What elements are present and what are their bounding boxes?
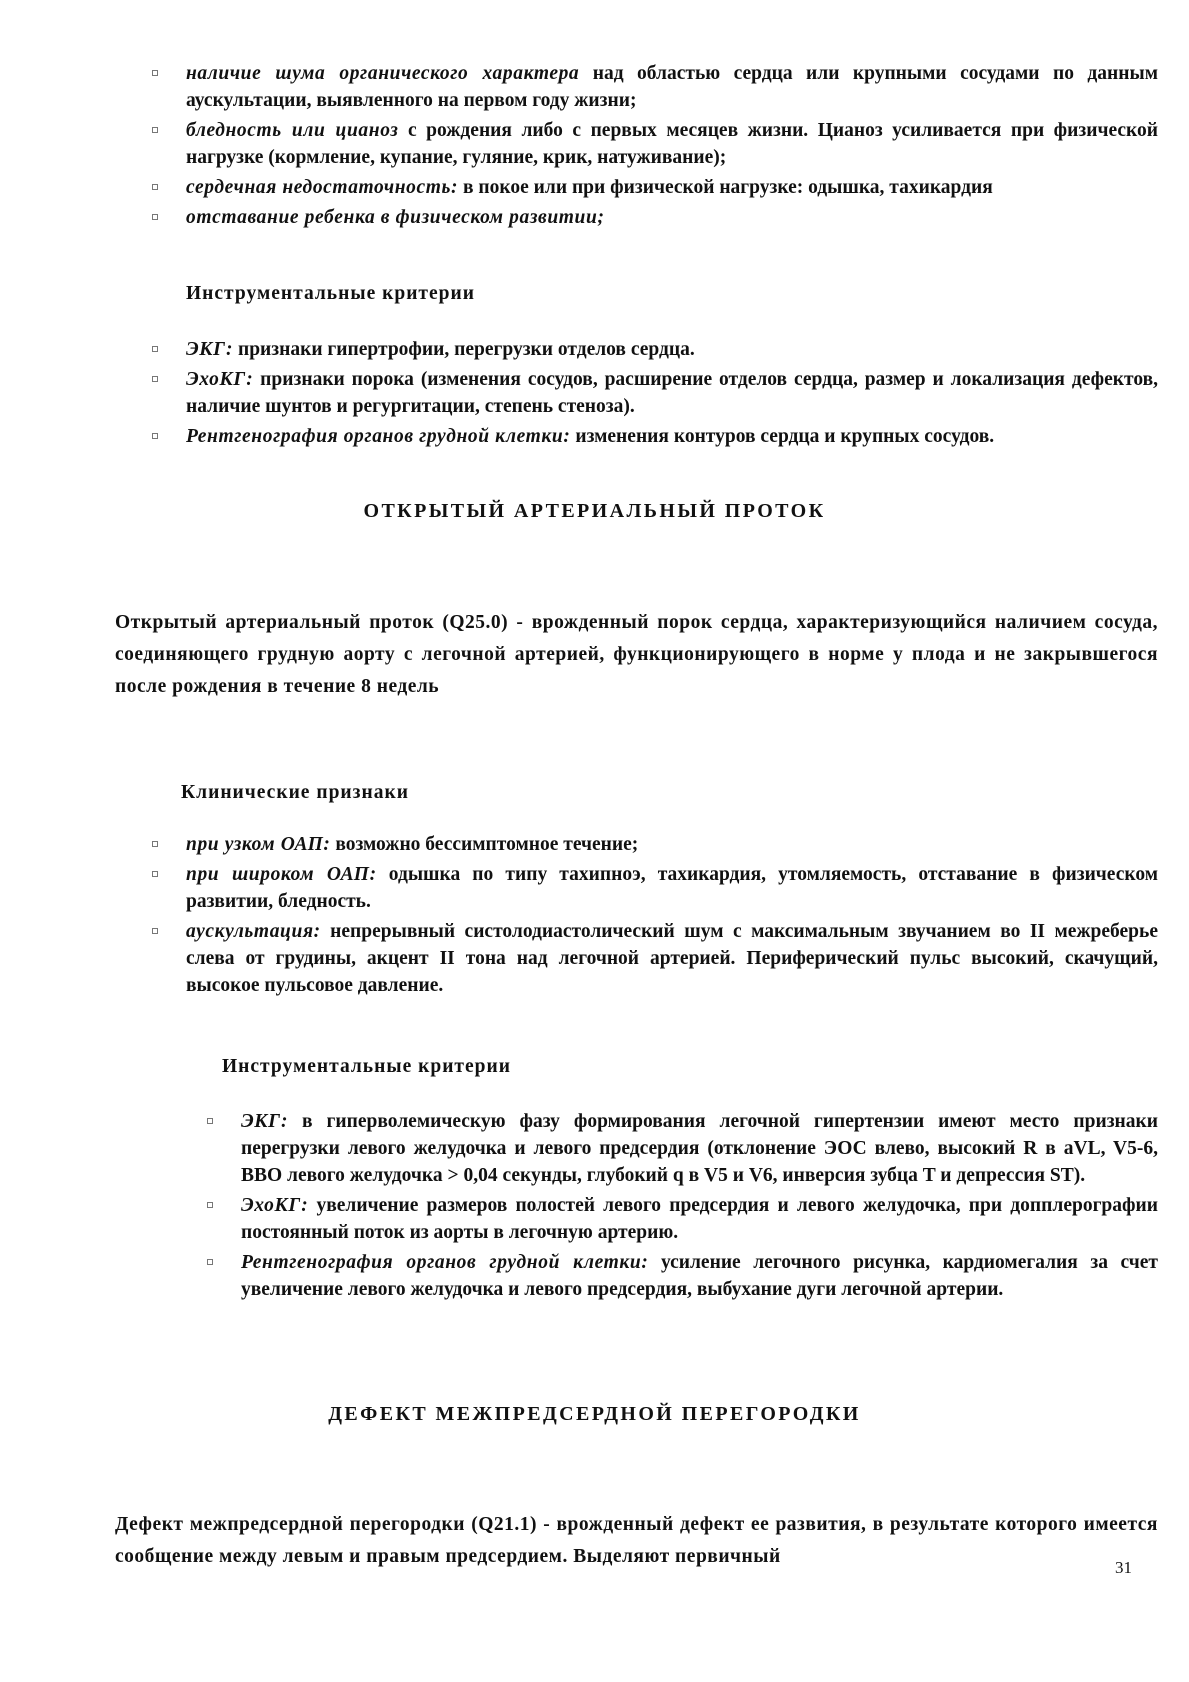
list-item-text: усиление легочного рисунка, кардиомегалия за счет увеличение левого желудочка и левого предсердия, выбухание дуги легочной артерии. bbox=[241, 1252, 1158, 1300]
list-item bbox=[170, 1108, 1158, 1189]
list-item-term: ЭхоКГ: bbox=[186, 369, 254, 390]
clinical-signs-list bbox=[115, 831, 1158, 1002]
list-item-term: Рентгенография органов грудной клетки: bbox=[186, 426, 571, 447]
section-heading-dmpp: ДЕФЕКТ МЕЖПРЕДСЕРДНОЙ ПЕРЕГОРОДКИ bbox=[328, 1403, 861, 1425]
bullet-icon bbox=[152, 841, 158, 847]
instrumental-criteria-list-1 bbox=[115, 336, 1158, 453]
bullet-icon bbox=[207, 1259, 213, 1265]
list-item-term: ЭКГ: bbox=[186, 339, 234, 360]
list-item-text: в покое или при физической нагрузке: одышка, тахикардия bbox=[458, 177, 993, 198]
list-item bbox=[115, 60, 1158, 114]
bullet-icon bbox=[152, 127, 158, 133]
list-item-text: непрерывный систолодиастолический шум с максимальным звучанием во II межреберье слева от грудины, акцент II тона над легочной артерией. Периферический пульс высокий, скачущий, высокое пульсовое давление. bbox=[186, 921, 1158, 996]
list-item-term: отставание ребенка в физическом развитии; bbox=[186, 207, 605, 228]
list-item bbox=[115, 918, 1158, 999]
bullet-icon bbox=[207, 1118, 213, 1124]
list-item bbox=[115, 336, 1158, 363]
list-item-text: одышка по типу тахипноэ, тахикардия, утомляемость, отставание в физическом развитии, бледность. bbox=[186, 864, 1158, 912]
list-item-text: в гиперволемическую фазу формирования легочной гипертензии имеют место признаки перегрузки левого желудочка и левого предсердия (отклонение ЭОС влево, высокий R в aVL, V5-6, ВВО левого желудочка > 0,04 секунды, глубокий q в V5 и V6, инверсия зубца T и депрессия ST). bbox=[241, 1111, 1158, 1186]
list-item-term: при широком ОАП: bbox=[186, 864, 377, 885]
bullet-icon bbox=[152, 871, 158, 877]
definition-dmpp: Дефект межпредсердной перегородки (Q21.1) - врожденный дефект ее развития, в результате которого имеется сообщение между левым и правым предсердием. Выделяют первичный bbox=[115, 1514, 1158, 1567]
bullet-icon bbox=[152, 346, 158, 352]
list-item-text: возможно бессимптомное течение; bbox=[330, 834, 639, 855]
list-item-term: ЭхоКГ: bbox=[241, 1195, 309, 1216]
list-item-text: с рождения либо с первых месяцев жизни. Цианоз усиливается при физической нагрузке (кормление, купание, гуляние, крик, натуживание); bbox=[186, 120, 1158, 168]
list-item bbox=[115, 831, 1158, 858]
list-item-term: аускультация: bbox=[186, 921, 321, 942]
list-item bbox=[170, 1249, 1158, 1303]
instrumental-criteria-heading-1: Инструментальные критерии bbox=[186, 283, 475, 304]
list-item bbox=[115, 204, 1158, 231]
bullet-icon bbox=[152, 376, 158, 382]
definition-oap: Открытый артериальный проток (Q25.0) - врожденный порок сердца, характеризующийся наличием сосуда, соединяющего грудную аорту с легочной артерией, функционирующего в норме у плода и не закрывшегося после рождения в течение 8 недель bbox=[115, 612, 1158, 697]
symptom-list bbox=[115, 60, 1158, 234]
list-item-text: над областью сердца или крупными сосудами по данным аускультации, выявленного на первом году жизни; bbox=[186, 63, 1158, 111]
list-item-text: признаки гипертрофии, перегрузки отделов сердца. bbox=[233, 339, 695, 360]
bullet-icon bbox=[152, 70, 158, 76]
list-item-text: увеличение размеров полостей левого предсердия и левого желудочка, при допплерографии постоянный поток из аорты в легочную артерию. bbox=[241, 1195, 1158, 1243]
bullet-icon bbox=[207, 1202, 213, 1208]
instrumental-criteria-heading-2: Инструментальные критерии bbox=[222, 1056, 511, 1077]
list-item bbox=[115, 117, 1158, 171]
list-item-text: признаки порока (изменения сосудов, расширение отделов сердца, размер и локализация дефектов, наличие шунтов и регургитации, степень стеноза). bbox=[186, 369, 1158, 417]
instrumental-criteria-list-2 bbox=[170, 1108, 1158, 1306]
list-item bbox=[115, 366, 1158, 420]
bullet-icon bbox=[152, 433, 158, 439]
list-item-term: Рентгенография органов грудной клетки: bbox=[241, 1252, 649, 1273]
bullet-icon bbox=[152, 214, 158, 220]
list-item bbox=[115, 174, 1158, 201]
list-item-term: сердечная недостаточность: bbox=[186, 177, 459, 198]
list-item-term: при узком ОАП: bbox=[186, 834, 331, 855]
bullet-icon bbox=[152, 928, 158, 934]
list-item-term: ЭКГ: bbox=[241, 1111, 289, 1132]
list-item bbox=[170, 1192, 1158, 1246]
list-item bbox=[115, 861, 1158, 915]
page-number: 31 bbox=[1115, 1558, 1132, 1577]
list-item bbox=[115, 423, 1158, 450]
bullet-icon bbox=[152, 184, 158, 190]
section-heading-oap: ОТКРЫТЫЙ АРТЕРИАЛЬНЫЙ ПРОТОК bbox=[363, 500, 826, 522]
list-item-term: бледность или цианоз bbox=[186, 120, 399, 141]
clinical-signs-heading: Клинические признаки bbox=[181, 782, 409, 803]
list-item-text: изменения контуров сердца и крупных сосудов. bbox=[570, 426, 995, 447]
list-item-term: наличие шума органического характера bbox=[186, 63, 580, 84]
